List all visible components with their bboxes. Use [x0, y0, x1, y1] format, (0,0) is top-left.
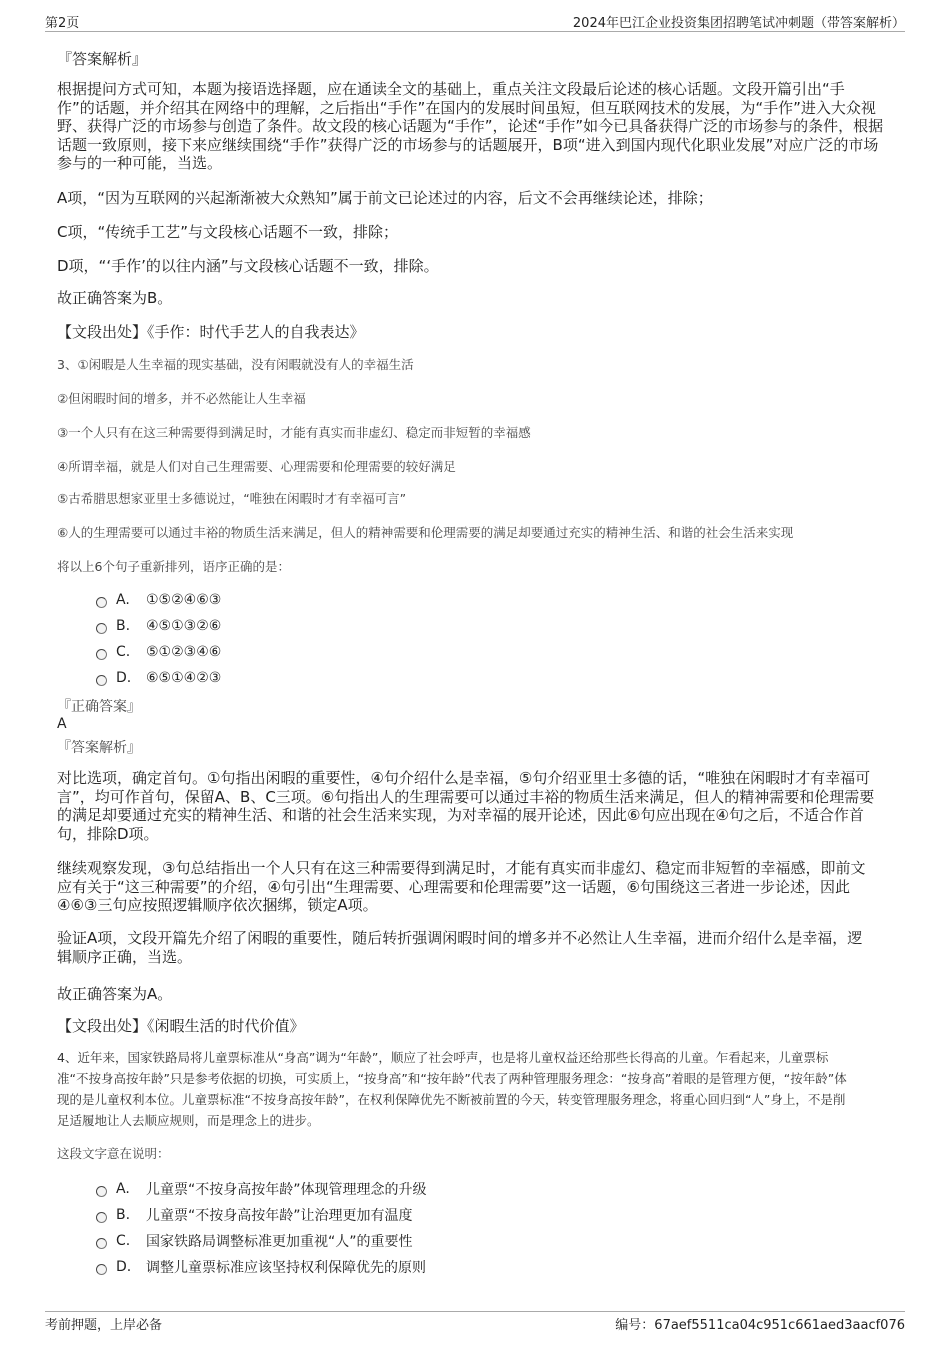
analysis-heading: 『答案解析』: [57, 50, 148, 68]
radio-icon[interactable]: [96, 597, 107, 608]
option-text: ⑤①②③④⑥: [146, 644, 222, 660]
q3-sentence: ④所谓幸福，就是人们对自己生理需要、心理需要和伦理需要的较好满足: [57, 459, 456, 474]
analysis-paragraph: [57, 859, 865, 915]
text-line: ④⑥③三句应按照逻辑顺序依次捆绑，锁定A项。: [57, 896, 378, 914]
radio-icon[interactable]: [96, 623, 107, 634]
text-line: 句，排除D项。: [57, 824, 159, 843]
option-label: C.: [116, 644, 131, 660]
passage-source: 【文段出处】《闲暇生活的时代价值》: [57, 1017, 305, 1035]
header-divider: [45, 31, 905, 32]
text-line: 足适履地让人去顺应规则，而是理念上的进步。: [57, 1113, 320, 1128]
q4-passage: [57, 1047, 847, 1131]
q3-option-b[interactable]: [96, 618, 221, 634]
q4-option-a[interactable]: [96, 1179, 427, 1199]
option-text: 国家铁路局调整标准更加重视“人”的重要性: [146, 1234, 413, 1250]
text-line: 4、近年来，国家铁路局将儿童票标准从“身高”调为“年龄”，顺应了社会呼声，也是将儿童权益还给那些长得高的儿童。乍看起来，儿童票标: [57, 1050, 829, 1065]
text-line: 参与的一种可能，当选。: [57, 154, 223, 172]
q3-sentence: 3、①闲暇是人生幸福的现实基础，没有闲暇就没有人的幸福生活: [57, 357, 414, 372]
text-line: 野、获得广泛的市场参与创造了条件。故文段的核心话题为“手作”，论述“手作”如今已具备获得广泛的市场参与的条件，根据: [57, 117, 884, 135]
radio-icon[interactable]: [96, 1212, 107, 1223]
q4-option-d[interactable]: [96, 1257, 426, 1277]
correct-answer-heading: 『正确答案』: [57, 699, 141, 715]
q4-prompt: 这段文字意在说明：: [57, 1146, 170, 1161]
footer-slogan: 考前押题，上岸必备: [45, 1318, 163, 1333]
q3-option-a[interactable]: [96, 592, 221, 608]
text-line: 话题一致原则，接下来应继续围绕“手作”获得广泛的市场参与的话题展开，B项“进入到国内现代化职业发展”对应广泛的市场: [57, 135, 879, 154]
radio-icon[interactable]: [96, 675, 107, 686]
analysis-paragraph: [57, 929, 862, 966]
radio-icon[interactable]: [96, 649, 107, 660]
document-title: 2024年巴江企业投资集团招聘笔试冲刺题（带答案解析）: [572, 16, 905, 31]
option-text: 儿童票“不按身高按年龄”体现管理理念的升级: [146, 1182, 427, 1198]
q3-sentence: ②但闲暇时间的增多，并不必然能让人生幸福: [57, 391, 306, 406]
q3-option-c[interactable]: [96, 644, 221, 660]
text-line: 现的是儿童权利本位。儿童票标准“不按身高按年龄”，在权利保障优先不断被前置的今天，转变管理服务理念，将重心回归到“人”身上，不是削: [57, 1092, 846, 1107]
option-d-analysis: D项，“‘手作’的以往内涵”与文段核心话题不一致，排除。: [57, 257, 439, 275]
option-c-analysis: C项，“传统手工艺”与文段核心话题不一致，排除；: [57, 223, 399, 241]
correct-answer: A: [57, 716, 67, 732]
option-label: A.: [116, 1181, 130, 1197]
option-text: ④⑤①③②⑥: [146, 618, 222, 634]
radio-icon[interactable]: [96, 1264, 107, 1275]
option-label: D.: [116, 1259, 132, 1275]
radio-icon[interactable]: [96, 1238, 107, 1249]
option-a-analysis: A项，“因为互联网的兴起渐渐被大众熟知”属于前文已论述过的内容，后文不会再继续论述，排除；: [57, 189, 713, 207]
analysis-paragraph: [57, 769, 874, 843]
footer-divider: [45, 1311, 905, 1312]
text-line: 的满足却要通过充实的精神生活、和谐的社会生活来实现，为对幸福的展开论述，因此⑥句应出现在④句之后，不适合作首: [57, 806, 864, 824]
text-line: 对比选项，确定首句。①句指出闲暇的重要性，④句介绍什么是幸福，⑤句介绍亚里士多德的话，“唯独在闲暇时才有幸福可: [57, 769, 871, 787]
text-line: 言”，均可作首句，保留A、B、C三项。⑥句指出人的生理需要可以通过丰裕的物质生活来满足，但人的精神需要和伦理需要: [57, 787, 875, 806]
option-label: B.: [116, 1207, 131, 1223]
analysis-heading: 『答案解析』: [57, 740, 141, 756]
answer-conclusion: 故正确答案为B。: [57, 289, 173, 307]
text-line: 作”的话题，并介绍其在网络中的理解，之后指出“手作”在国内的发展时间虽短，但互联网技术的发展，为“手作”进入大众视: [57, 98, 876, 117]
radio-icon[interactable]: [96, 1186, 107, 1197]
text-line: 辑顺序正确，当选。: [57, 947, 193, 966]
text-line: 根据提问方式可知，本题为接语选择题，应在通读全文的基础上，重点关注文段最后论述的核心话题。文段开篇引出“手: [57, 80, 845, 98]
option-label: B.: [116, 618, 131, 634]
text-line: 准“不按身高按年龄”只是参考依据的切换，可实质上，“按身高”和“按年龄”代表了两种管理服务理念：“按身高”着眼的是管理方便，“按年龄”体: [57, 1071, 847, 1086]
q3-sentence: ⑤古希腊思想家亚里士多德说过，“唯独在闲暇时才有幸福可言”: [57, 491, 407, 506]
q3-option-d[interactable]: [96, 670, 221, 686]
passage-source: 【文段出处】《手作：时代手艺人的自我表达》: [57, 323, 365, 341]
text-line: 应有关于“这三种需要”的介绍，④句引出“生理需要、心理需要和伦理需要”这一话题，⑥句围绕这三者进一步论述，因此: [57, 877, 850, 896]
q3-prompt: 将以上6个句子重新排列，语序正确的是：: [57, 559, 290, 574]
q3-sentence: ⑥人的生理需要可以通过丰裕的物质生活来满足，但人的精神需要和伦理需要的满足却要通过充实的精神生活、和谐的社会生活来实现: [57, 525, 794, 540]
document-id: 编号：67aef5511ca04c951c661aed3aacf076: [615, 1318, 905, 1333]
option-label: A.: [116, 592, 130, 608]
option-label: C.: [116, 1233, 131, 1249]
option-text: ①⑤②④⑥③: [146, 592, 222, 608]
page-number: 第2页: [45, 16, 80, 31]
option-text: 儿童票“不按身高按年龄”让治理更加有温度: [146, 1208, 413, 1224]
option-text: ⑥⑤①④②③: [146, 670, 222, 686]
answer-conclusion: 故正确答案为A。: [57, 985, 173, 1003]
text-line: 继续观察发现，③句总结指出一个人只有在这三种需要得到满足时，才能有真实而非虚幻、稳定而非短暂的幸福感，即前文: [57, 859, 866, 877]
option-text: 调整儿童票标准应该坚持权利保障优先的原则: [146, 1260, 426, 1276]
text-line: 验证A项，文段开篇先介绍了闲暇的重要性，随后转折强调闲暇时间的增多并不必然让人生幸福，进而介绍什么是幸福，逻: [57, 929, 863, 947]
q3-sentence: ③一个人只有在这三种需要得到满足时，才能有真实而非虚幻、稳定而非短暂的幸福感: [57, 425, 531, 440]
option-label: D.: [116, 670, 132, 686]
q4-option-c[interactable]: [96, 1231, 413, 1251]
analysis-paragraph: [57, 80, 883, 173]
q4-option-b[interactable]: [96, 1205, 413, 1225]
